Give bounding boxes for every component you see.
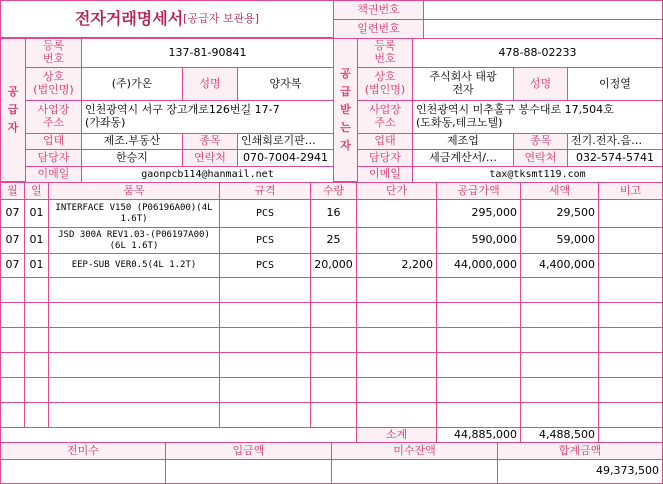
empty-cell xyxy=(356,402,437,428)
empty-cell xyxy=(598,277,663,303)
row3-day: 01 xyxy=(24,253,49,278)
col-header-supply-amount: 공급가액 xyxy=(436,182,521,200)
row2-spec: PCS xyxy=(219,227,311,254)
empty-cell xyxy=(48,327,220,353)
row2-item: JSD 300A REV1.03-(P06197A00) (6L 1.6T) xyxy=(48,227,220,254)
supplier-business-type-label: 업태 xyxy=(25,133,82,150)
row1-month: 07 xyxy=(0,199,25,228)
buyer-reg-no-label: 등록 번호 xyxy=(357,38,413,68)
supplier-phone-label: 연락처 xyxy=(182,149,238,167)
buyer-contact-person: 세금계산서/… xyxy=(412,149,514,167)
empty-cell xyxy=(436,327,521,353)
prev-balance-label: 전미수 xyxy=(0,442,166,460)
empty-cell xyxy=(436,277,521,303)
buyer-company-label: 상호 (법인명) xyxy=(357,67,413,101)
row3-supply-amount: 44,000,000 xyxy=(436,253,521,278)
empty-cell xyxy=(0,402,25,428)
title-subtitle: [공급자 보관용] xyxy=(183,11,260,25)
empty-cell xyxy=(598,327,663,353)
buyer-email-label: 이메일 xyxy=(357,166,413,183)
document-title xyxy=(0,0,334,38)
total-label: 합계금액 xyxy=(497,442,663,460)
empty-cell xyxy=(48,302,220,328)
supplier-phone: 070-7004-2941 xyxy=(237,149,334,167)
col-header-qty: 수량 xyxy=(310,182,357,200)
col-header-spec: 규격 xyxy=(219,182,311,200)
empty-cell xyxy=(24,302,49,328)
row2-remark xyxy=(598,227,663,254)
supplier-company: (주)가온 xyxy=(81,67,183,101)
row2-month: 07 xyxy=(0,227,25,254)
buyer-email: tax@tksmt119.com xyxy=(412,166,663,183)
empty-cell xyxy=(48,402,220,428)
row2-supply-amount: 590,000 xyxy=(436,227,521,254)
empty-cell xyxy=(24,327,49,353)
row1-item: INTERFACE V150 (P06196A00)(4L 1.6T) xyxy=(48,199,220,228)
book-no-value xyxy=(423,0,663,20)
buyer-company: 주식회사 태광 전자 xyxy=(412,67,514,101)
row1-day: 01 xyxy=(24,199,49,228)
empty-cell xyxy=(24,402,49,428)
buyer-side-label: 공 급 받 는 자 xyxy=(333,38,358,182)
row3-qty: 20,000 xyxy=(310,253,357,278)
row3-remark xyxy=(598,253,663,278)
buyer-address: 인천광역시 미추홀구 봉수대로 17,504호 (도화동,테크노텔) xyxy=(412,100,663,134)
empty-cell xyxy=(219,277,311,303)
buyer-contact-person-label: 담당자 xyxy=(357,149,413,167)
serial-no-label: 일련번호 xyxy=(333,19,424,39)
row2-unit-price xyxy=(356,227,437,254)
row1-remark xyxy=(598,199,663,228)
empty-cell xyxy=(598,352,663,378)
supplier-name-label: 성명 xyxy=(182,67,238,101)
supplier-reg-no: 137-81-90841 xyxy=(81,38,334,68)
supplier-email: gaonpcb114@hanmail.net xyxy=(81,166,334,183)
buyer-reg-no: 478-88-02233 xyxy=(412,38,663,68)
title-text: 전자거래명세서 xyxy=(74,8,184,28)
subtotal-tax: 4,488,500 xyxy=(520,427,599,443)
prev-balance xyxy=(0,459,166,484)
empty-cell xyxy=(310,352,357,378)
supplier-contact-person-label: 담당자 xyxy=(25,149,82,167)
empty-cell xyxy=(520,377,599,403)
col-header-day: 일 xyxy=(24,182,49,200)
empty-cell xyxy=(219,302,311,328)
received xyxy=(165,459,332,484)
empty-cell xyxy=(48,277,220,303)
empty-cell xyxy=(436,302,521,328)
row3-spec: PCS xyxy=(219,253,311,278)
empty-cell xyxy=(219,327,311,353)
supplier-name: 양자복 xyxy=(237,67,334,101)
empty-cell xyxy=(48,352,220,378)
empty-cell xyxy=(310,327,357,353)
subtotal-supply: 44,885,000 xyxy=(436,427,521,443)
buyer-phone: 032-574-5741 xyxy=(567,149,663,167)
supplier-item-label: 종목 xyxy=(182,133,238,150)
empty-cell xyxy=(520,277,599,303)
empty-cell xyxy=(310,302,357,328)
supplier-company-label: 상호 (법인명) xyxy=(25,67,82,101)
supplier-business-type: 제조.부동산 xyxy=(81,133,183,150)
row1-qty: 16 xyxy=(310,199,357,228)
empty-cell xyxy=(24,352,49,378)
empty-cell xyxy=(356,277,437,303)
empty-cell xyxy=(598,402,663,428)
buyer-item-label: 종목 xyxy=(513,133,568,150)
empty-cell xyxy=(310,277,357,303)
received-label: 입금액 xyxy=(165,442,332,460)
row3-unit-price: 2,200 xyxy=(356,253,437,278)
supplier-side-label: 공 급 자 xyxy=(0,38,26,182)
empty-cell xyxy=(219,377,311,403)
row2-day: 01 xyxy=(24,227,49,254)
empty-cell xyxy=(0,377,25,403)
row1-unit-price xyxy=(356,199,437,228)
serial-no-value xyxy=(423,19,663,39)
empty-cell xyxy=(310,377,357,403)
row3-tax: 4,400,000 xyxy=(520,253,599,278)
row1-supply-amount: 295,000 xyxy=(436,199,521,228)
row2-qty: 25 xyxy=(310,227,357,254)
buyer-address-label: 사업장 주소 xyxy=(357,100,413,134)
empty-cell xyxy=(24,377,49,403)
empty-cell xyxy=(356,302,437,328)
empty-cell xyxy=(520,327,599,353)
col-header-month: 월 xyxy=(0,182,25,200)
empty-cell xyxy=(0,327,25,353)
empty-cell xyxy=(24,277,49,303)
empty-cell xyxy=(356,327,437,353)
buyer-name: 이정열 xyxy=(567,67,663,101)
supplier-address: 인천광역시 서구 장고개로126번길 17-7 (가좌동) xyxy=(81,100,334,134)
empty-cell xyxy=(436,377,521,403)
buyer-business-type-label: 업태 xyxy=(357,133,413,150)
empty-cell xyxy=(520,302,599,328)
col-header-item: 품목 xyxy=(48,182,220,200)
empty-cell xyxy=(436,402,521,428)
empty-cell xyxy=(48,377,220,403)
subtotal-remark xyxy=(598,427,663,443)
col-header-remark: 비고 xyxy=(598,182,663,200)
empty-cell xyxy=(436,352,521,378)
subtotal-label: 소계 xyxy=(356,427,437,443)
row3-item: EEP-SUB VER0.5(4L 1.2T) xyxy=(48,253,220,278)
supplier-address-label: 사업장 주소 xyxy=(25,100,82,134)
empty-cell xyxy=(0,352,25,378)
col-header-tax: 세액 xyxy=(520,182,599,200)
empty-cell xyxy=(0,277,25,303)
total: 49,373,500 xyxy=(497,459,663,484)
row2-tax: 59,000 xyxy=(520,227,599,254)
empty-cell xyxy=(598,377,663,403)
book-no-label: 책권번호 xyxy=(333,0,424,20)
supplier-reg-no-label: 등록 번호 xyxy=(25,38,82,68)
col-header-unit-price: 단가 xyxy=(356,182,437,200)
row1-spec: PCS xyxy=(219,199,311,228)
buyer-item: 전기.전자.음… xyxy=(567,133,663,150)
subtotal-spacer xyxy=(0,427,357,443)
empty-cell xyxy=(520,402,599,428)
supplier-item: 인쇄회로기판… xyxy=(237,133,334,150)
row1-tax: 29,500 xyxy=(520,199,599,228)
buyer-phone-label: 연락처 xyxy=(513,149,568,167)
empty-cell xyxy=(0,302,25,328)
supplier-email-label: 이메일 xyxy=(25,166,82,183)
empty-cell xyxy=(356,377,437,403)
empty-cell xyxy=(520,352,599,378)
empty-cell xyxy=(356,352,437,378)
empty-cell xyxy=(310,402,357,428)
buyer-name-label: 성명 xyxy=(513,67,568,101)
empty-cell xyxy=(219,402,311,428)
unpaid-label: 미수잔액 xyxy=(331,442,498,460)
supplier-contact-person: 한승지 xyxy=(81,149,183,167)
empty-cell xyxy=(219,352,311,378)
unpaid xyxy=(331,459,498,484)
buyer-business-type: 제조업 xyxy=(412,133,514,150)
empty-cell xyxy=(598,302,663,328)
row3-month: 07 xyxy=(0,253,25,278)
